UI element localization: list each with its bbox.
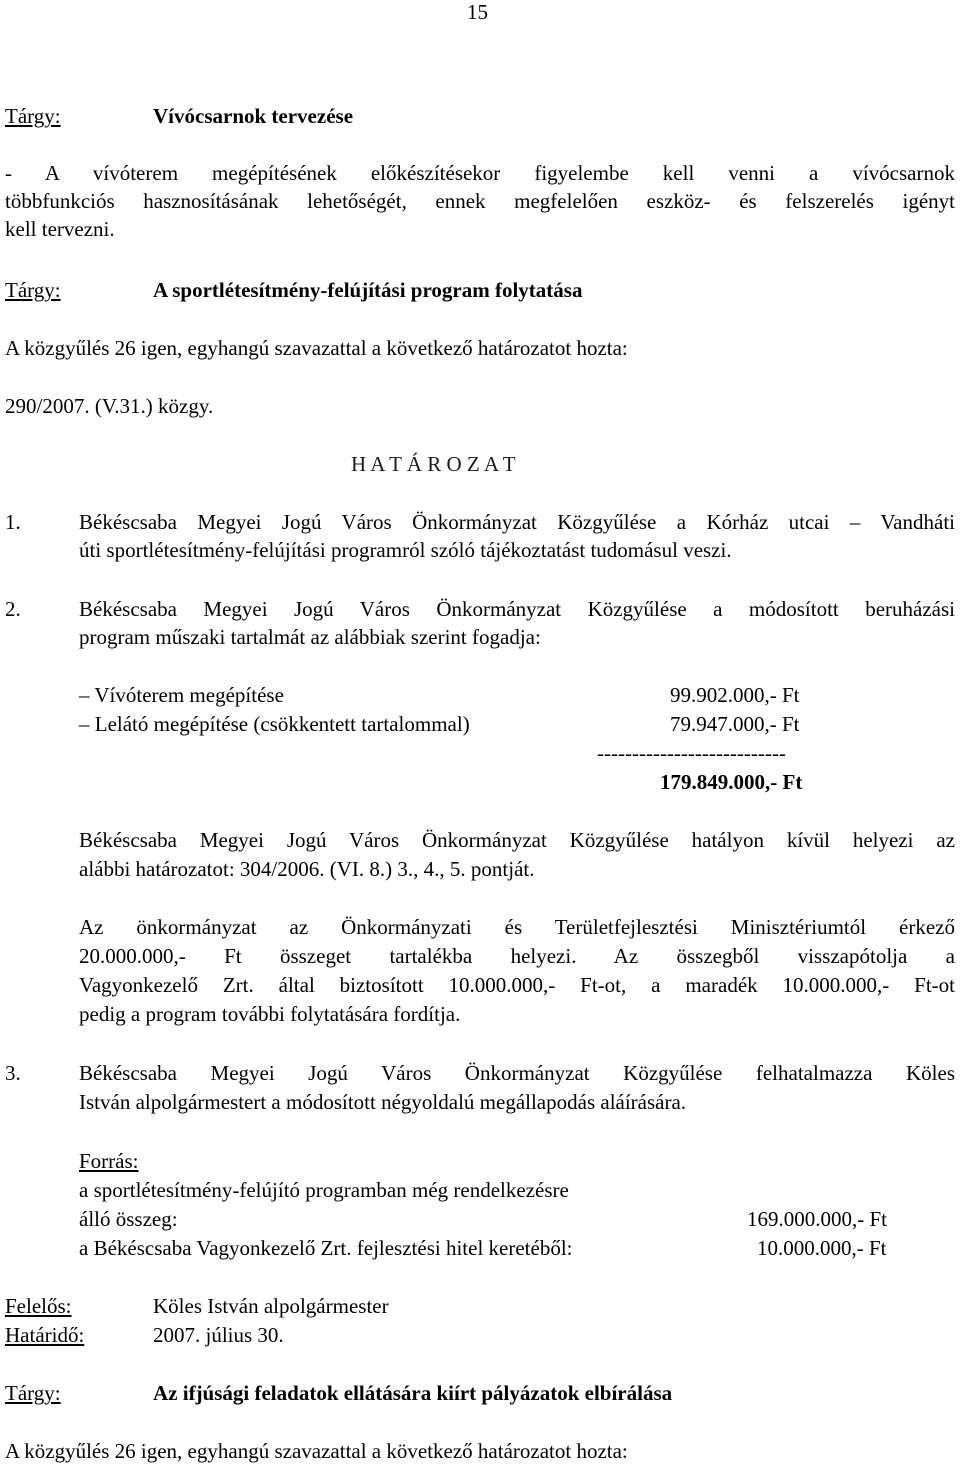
subject-label: Tárgy: xyxy=(5,278,61,302)
responsible-label: Felelős: xyxy=(5,1294,72,1318)
text-line: Az önkormányzat az Önkormányzati és Területfejlesztési Minisztériumtól érkező xyxy=(79,915,955,939)
text-line: program műszaki tartalmát az alábbiak szerint fogadja: xyxy=(79,625,541,649)
source-label: Forrás: xyxy=(79,1149,139,1173)
subject-title: Vívócsarnok tervezése xyxy=(153,104,354,128)
text-line: 20.000.000,- Ft összeget tartalékba helyezi. Az összegből visszapótolja a xyxy=(79,944,955,968)
cost-item-label: – Vívóterem megépítése xyxy=(79,683,284,707)
resolution-heading: H A T Á R O Z A T xyxy=(351,452,516,476)
text-line: kell tervezni. xyxy=(5,217,115,241)
subject-label: Tárgy: xyxy=(5,104,61,128)
responsible-value: Köles István alpolgármester xyxy=(153,1294,389,1318)
item-number: 2. xyxy=(5,597,21,621)
cost-item-label: – Lelátó megépítése (csökkentett tartalommal) xyxy=(79,712,470,736)
source-line: álló összeg: xyxy=(79,1207,178,1231)
paragraph-reserve xyxy=(79,915,955,1027)
deadline-label: Határidő: xyxy=(5,1323,85,1347)
cost-item-amount: 99.902.000,- Ft xyxy=(670,683,800,707)
source-amount: 169.000.000,- Ft xyxy=(747,1207,888,1231)
text-line: - A vívóterem megépítésének előkészítésekor figyelembe kell venni a vívócsarnok xyxy=(5,161,955,185)
sum-separator: --------------------------- xyxy=(597,741,786,765)
item-2-text xyxy=(79,597,955,650)
item-3-text xyxy=(79,1061,955,1115)
text-line: Békéscsaba Megyei Jogú Város Önkormányzat Közgyűlése a módosított beruházási xyxy=(79,597,955,621)
page-number: 15 xyxy=(467,0,488,24)
subject-title: Az ifjúsági feladatok ellátására kiírt pályázatok elbírálása xyxy=(153,1381,673,1405)
source-amount: 10.000.000,- Ft xyxy=(757,1236,887,1260)
item-number: 1. xyxy=(5,510,21,534)
subject-title: A sportlétesítmény-felújítási program folytatása xyxy=(153,278,583,302)
item-number: 3. xyxy=(5,1061,21,1085)
text-line: alábbi határozatot: 304/2006. (VI. 8.) 3., 4., 5. pontját. xyxy=(79,857,535,881)
paragraph-vivocsarnok xyxy=(5,161,955,242)
text-line: többfunkciós hasznosításának lehetőségét, ennek megfelelően eszköz- és felszerelés igényt xyxy=(5,189,955,213)
text-line: úti sportlétesítmény-felújítási programról szóló tájékoztatást tudomásul veszi. xyxy=(79,538,732,562)
text-line: Vagyonkezelő Zrt. által biztosított 10.000.000,- Ft-ot, a maradék 10.000.000,- Ft-ot xyxy=(79,973,955,997)
subject-label: Tárgy: xyxy=(5,1381,61,1405)
text-line: Békéscsaba Megyei Jogú Város Önkormányzat Közgyűlése felhatalmazza Köles xyxy=(79,1061,955,1085)
vote-text: A közgyűlés 26 igen, egyhangú szavazattal a következő határozatot hozta: xyxy=(5,1439,628,1463)
text-line: pedig a program további folytatására fordítja. xyxy=(79,1002,461,1026)
resolution-number: 290/2007. (V.31.) közgy. xyxy=(5,394,214,418)
vote-text: A közgyűlés 26 igen, egyhangú szavazattal a következő határozatot hozta: xyxy=(5,336,628,360)
cost-total: 179.849.000,- Ft xyxy=(660,770,803,794)
deadline-value: 2007. július 30. xyxy=(153,1323,284,1347)
item-1-text xyxy=(79,510,955,563)
source-line: a sportlétesítmény-felújító programban még rendelkezésre xyxy=(79,1178,569,1202)
source-line: a Békéscsaba Vagyonkezelő Zrt. fejlesztési hitel keretéből: xyxy=(79,1236,573,1260)
text-line: Békéscsaba Megyei Jogú Város Önkormányzat Közgyűlése hatályon kívül helyezi az xyxy=(79,828,955,852)
paragraph-repeal xyxy=(79,828,955,882)
text-line: István alpolgármestert a módosított négyoldalú megállapodás aláírására. xyxy=(79,1090,687,1114)
text-line: Békéscsaba Megyei Jogú Város Önkormányzat Közgyűlése a Kórház utcai – Vandháti xyxy=(79,510,955,534)
cost-item-amount: 79.947.000,- Ft xyxy=(670,712,800,736)
